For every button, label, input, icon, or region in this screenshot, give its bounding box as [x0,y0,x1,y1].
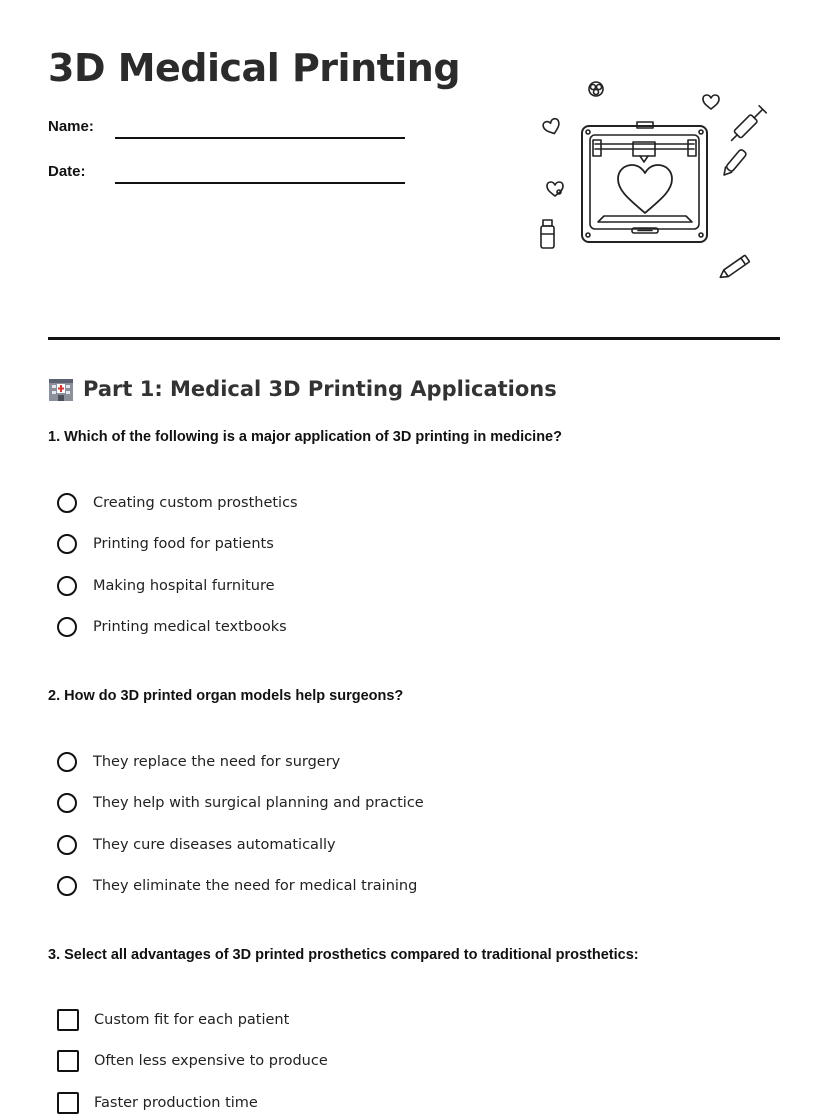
q3-option-3[interactable] [57,1090,258,1116]
q1-option-3[interactable] [57,573,275,599]
q2-option-1[interactable] [57,749,340,775]
hospital-icon [48,376,74,402]
option-label: Custom fit for each patient [94,1012,290,1028]
radio-button[interactable] [57,576,77,596]
checkbox[interactable] [57,1050,79,1072]
checkbox[interactable] [57,1009,79,1031]
q2-option-3[interactable] [57,832,336,858]
question-1: 1. Which of the following is a major application of 3D printing in medicine? [48,429,562,445]
option-label: Faster production time [94,1095,258,1111]
page-title: 3D Medical Printing [48,46,461,90]
date-label: Date: [48,163,86,180]
q2-option-2[interactable] [57,790,424,816]
radio-button[interactable] [57,617,77,637]
q2-option-4[interactable] [57,873,417,899]
question-2: 2. How do 3D printed organ models help surgeons? [48,688,404,704]
option-label: They cure diseases automatically [93,837,336,853]
q1-option-2[interactable] [57,531,274,557]
section-header [48,374,557,404]
radio-button[interactable] [57,493,77,513]
q1-option-1[interactable] [57,490,298,516]
radio-button[interactable] [57,835,77,855]
option-label: Often less expensive to produce [94,1053,328,1069]
q3-option-1[interactable] [57,1007,289,1033]
radio-button[interactable] [57,752,77,772]
3d-printer-heart-illustration [530,72,780,292]
q3-option-2[interactable] [57,1048,328,1074]
option-label: They eliminate the need for medical training [93,878,418,894]
question-3: 3. Select all advantages of 3D printed prosthetics compared to traditional prosthetics: [48,947,639,963]
date-input-line[interactable] [115,182,405,184]
option-label: They replace the need for surgery [93,754,341,770]
option-label: Creating custom prosthetics [93,495,298,511]
name-label: Name: [48,118,94,135]
option-label: Printing medical textbooks [93,619,287,635]
option-label: Making hospital furniture [93,578,275,594]
option-label: They help with surgical planning and practice [93,795,424,811]
checkbox[interactable] [57,1092,79,1114]
radio-button[interactable] [57,876,77,896]
radio-button[interactable] [57,793,77,813]
name-input-line[interactable] [115,137,405,139]
section-title: Part 1: Medical 3D Printing Applications [83,377,557,401]
option-label: Printing food for patients [93,536,274,552]
section-divider [48,337,780,340]
q1-option-4[interactable] [57,614,287,640]
radio-button[interactable] [57,534,77,554]
